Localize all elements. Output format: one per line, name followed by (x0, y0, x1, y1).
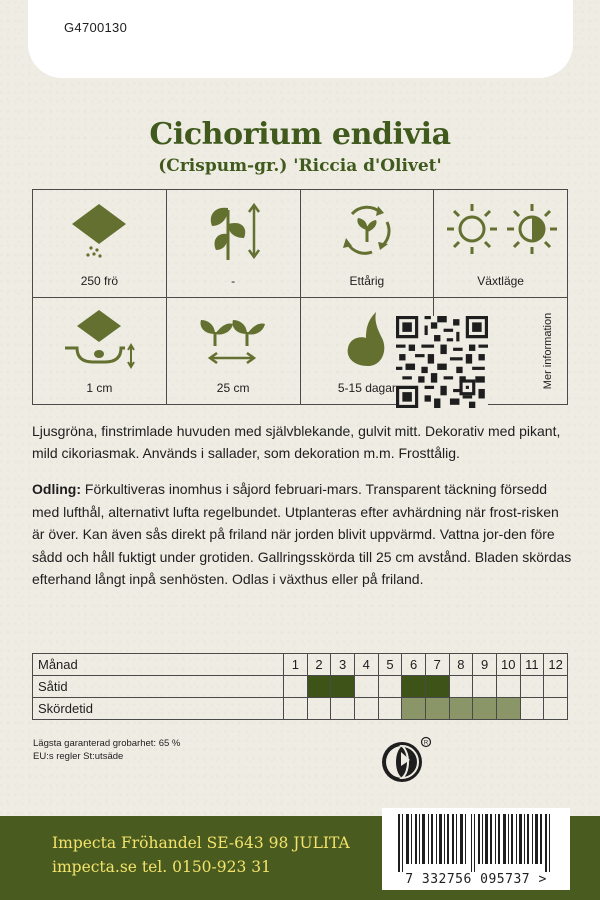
month-9: 9 (473, 654, 497, 676)
product-code: G4700130 (64, 20, 128, 35)
calendar-cell (284, 676, 308, 698)
info-grid (32, 189, 568, 405)
month-4: 4 (354, 654, 378, 676)
month-11: 11 (520, 654, 544, 676)
calendar-cell (307, 698, 331, 720)
sowing-calendar (32, 653, 568, 720)
calendar-cell-active (425, 698, 449, 720)
month-3: 3 (331, 654, 355, 676)
calendar-cell-active (496, 698, 520, 720)
cultivation-body: Förkultiveras inomhus i såjord februari-mars. Transparent täckning försedd med lufthål, alternativt lufta regelbundet. Utplanteras efter avhärdning när frost-risken är över. Kan även sås direkt på friland när jorden blivit uppvärmd. Vattna jor-den före sådd och håll fuktigt under grotiden. Gallringsskörda till 25 cm avstånd. Bladen skördas efterhand långt inpå senhösten. Odlas i växthus eller på friland. (32, 481, 572, 587)
info-label-spacing: 25 cm (216, 381, 250, 395)
info-cell-height (167, 190, 301, 298)
calendar-cell (520, 698, 544, 720)
calendar-row-sowing (33, 676, 568, 698)
annual-cycle-icon (332, 200, 402, 260)
calendar-cell (354, 698, 378, 720)
plant-height-icon (198, 200, 268, 262)
calendar-cell (473, 676, 497, 698)
info-label-more-info: Mer information (541, 312, 554, 389)
calendar-cell-active (449, 698, 473, 720)
info-label-germination: 5-15 dagar (337, 381, 396, 395)
calendar-cell-active (402, 698, 426, 720)
calendar-cell (496, 676, 520, 698)
info-cell-spacing (167, 298, 301, 406)
plant-spacing-icon (193, 308, 273, 370)
month-7: 7 (425, 654, 449, 676)
calendar-cell (378, 698, 402, 720)
info-label-lifecycle: Ettårig (349, 273, 385, 288)
fine-print (33, 737, 180, 763)
germination-guarantee: Lägsta garanterad grobarhet: 65 % (33, 738, 181, 749)
calendar-cell-active (473, 698, 497, 720)
calendar-cell (449, 676, 473, 698)
info-cell-location (434, 190, 568, 298)
seed-packet-icon (64, 200, 134, 260)
calendar-row-label: Såtid (33, 676, 284, 698)
info-cell-lifecycle (301, 190, 435, 298)
page-title: Cichorium endivia (149, 117, 451, 152)
calendar-cell-active (425, 676, 449, 698)
month-12: 12 (544, 654, 568, 676)
calendar-cell (544, 676, 568, 698)
cultivation-text (32, 478, 572, 591)
calendar-cell (331, 698, 355, 720)
month-8: 8 (449, 654, 473, 676)
calendar-cell-active (307, 676, 331, 698)
svg-text:R: R (423, 740, 429, 747)
sowing-depth-icon (59, 308, 139, 370)
month-10: 10 (496, 654, 520, 676)
green-dot-recycle-icon (380, 736, 432, 784)
calendar-cell (354, 676, 378, 698)
packet-top-tab (28, 0, 573, 78)
month-6: 6 (402, 654, 426, 676)
calendar-header-label: Månad (33, 654, 284, 676)
calendar-cell (284, 698, 308, 720)
barcode-bars (382, 814, 570, 872)
cultivation-heading: Odling: (32, 481, 81, 497)
info-label-depth: 1 cm (86, 381, 113, 395)
qr-code-icon[interactable] (396, 316, 488, 408)
info-label-height: - (231, 273, 236, 288)
sun-partial-shade-icon (442, 200, 560, 260)
calendar-cell (520, 676, 544, 698)
calendar-cell (378, 676, 402, 698)
month-1: 1 (284, 654, 308, 676)
company-contact: impecta.se tel. 0150-923 31 (52, 858, 272, 876)
info-label-seeds: 250 frö (80, 273, 119, 288)
info-label-location: Växtläge (477, 273, 524, 288)
eu-regulation-note: EU:s regler St:utsäde (33, 751, 124, 762)
info-cell-more-info[interactable] (434, 298, 568, 406)
variety-subtitle: (Crispum-gr.) 'Riccia d'Olivet' (158, 156, 442, 176)
calendar-cell-active (402, 676, 426, 698)
calendar-row-label: Skördetid (33, 698, 284, 720)
product-description: Ljusgröna, finstrimlade huvuden med självblekande, gulvit mitt. Dekorativ med pikant, mild cikoriasmak. Används i sallader, som dekoration m.m. Frosttålig. (32, 423, 561, 461)
info-cell-seeds (33, 190, 167, 298)
info-cell-depth (33, 298, 167, 406)
month-5: 5 (378, 654, 402, 676)
barcode (382, 808, 570, 890)
calendar-cell-active (331, 676, 355, 698)
month-2: 2 (307, 654, 331, 676)
company-address: Impecta Fröhandel SE-643 98 JULITA (52, 834, 350, 852)
germination-icon (332, 308, 402, 370)
calendar-row-harvest (33, 698, 568, 720)
calendar-header-row (33, 654, 568, 676)
barcode-number: 7 332756 095737 > (405, 872, 547, 887)
calendar-cell (544, 698, 568, 720)
